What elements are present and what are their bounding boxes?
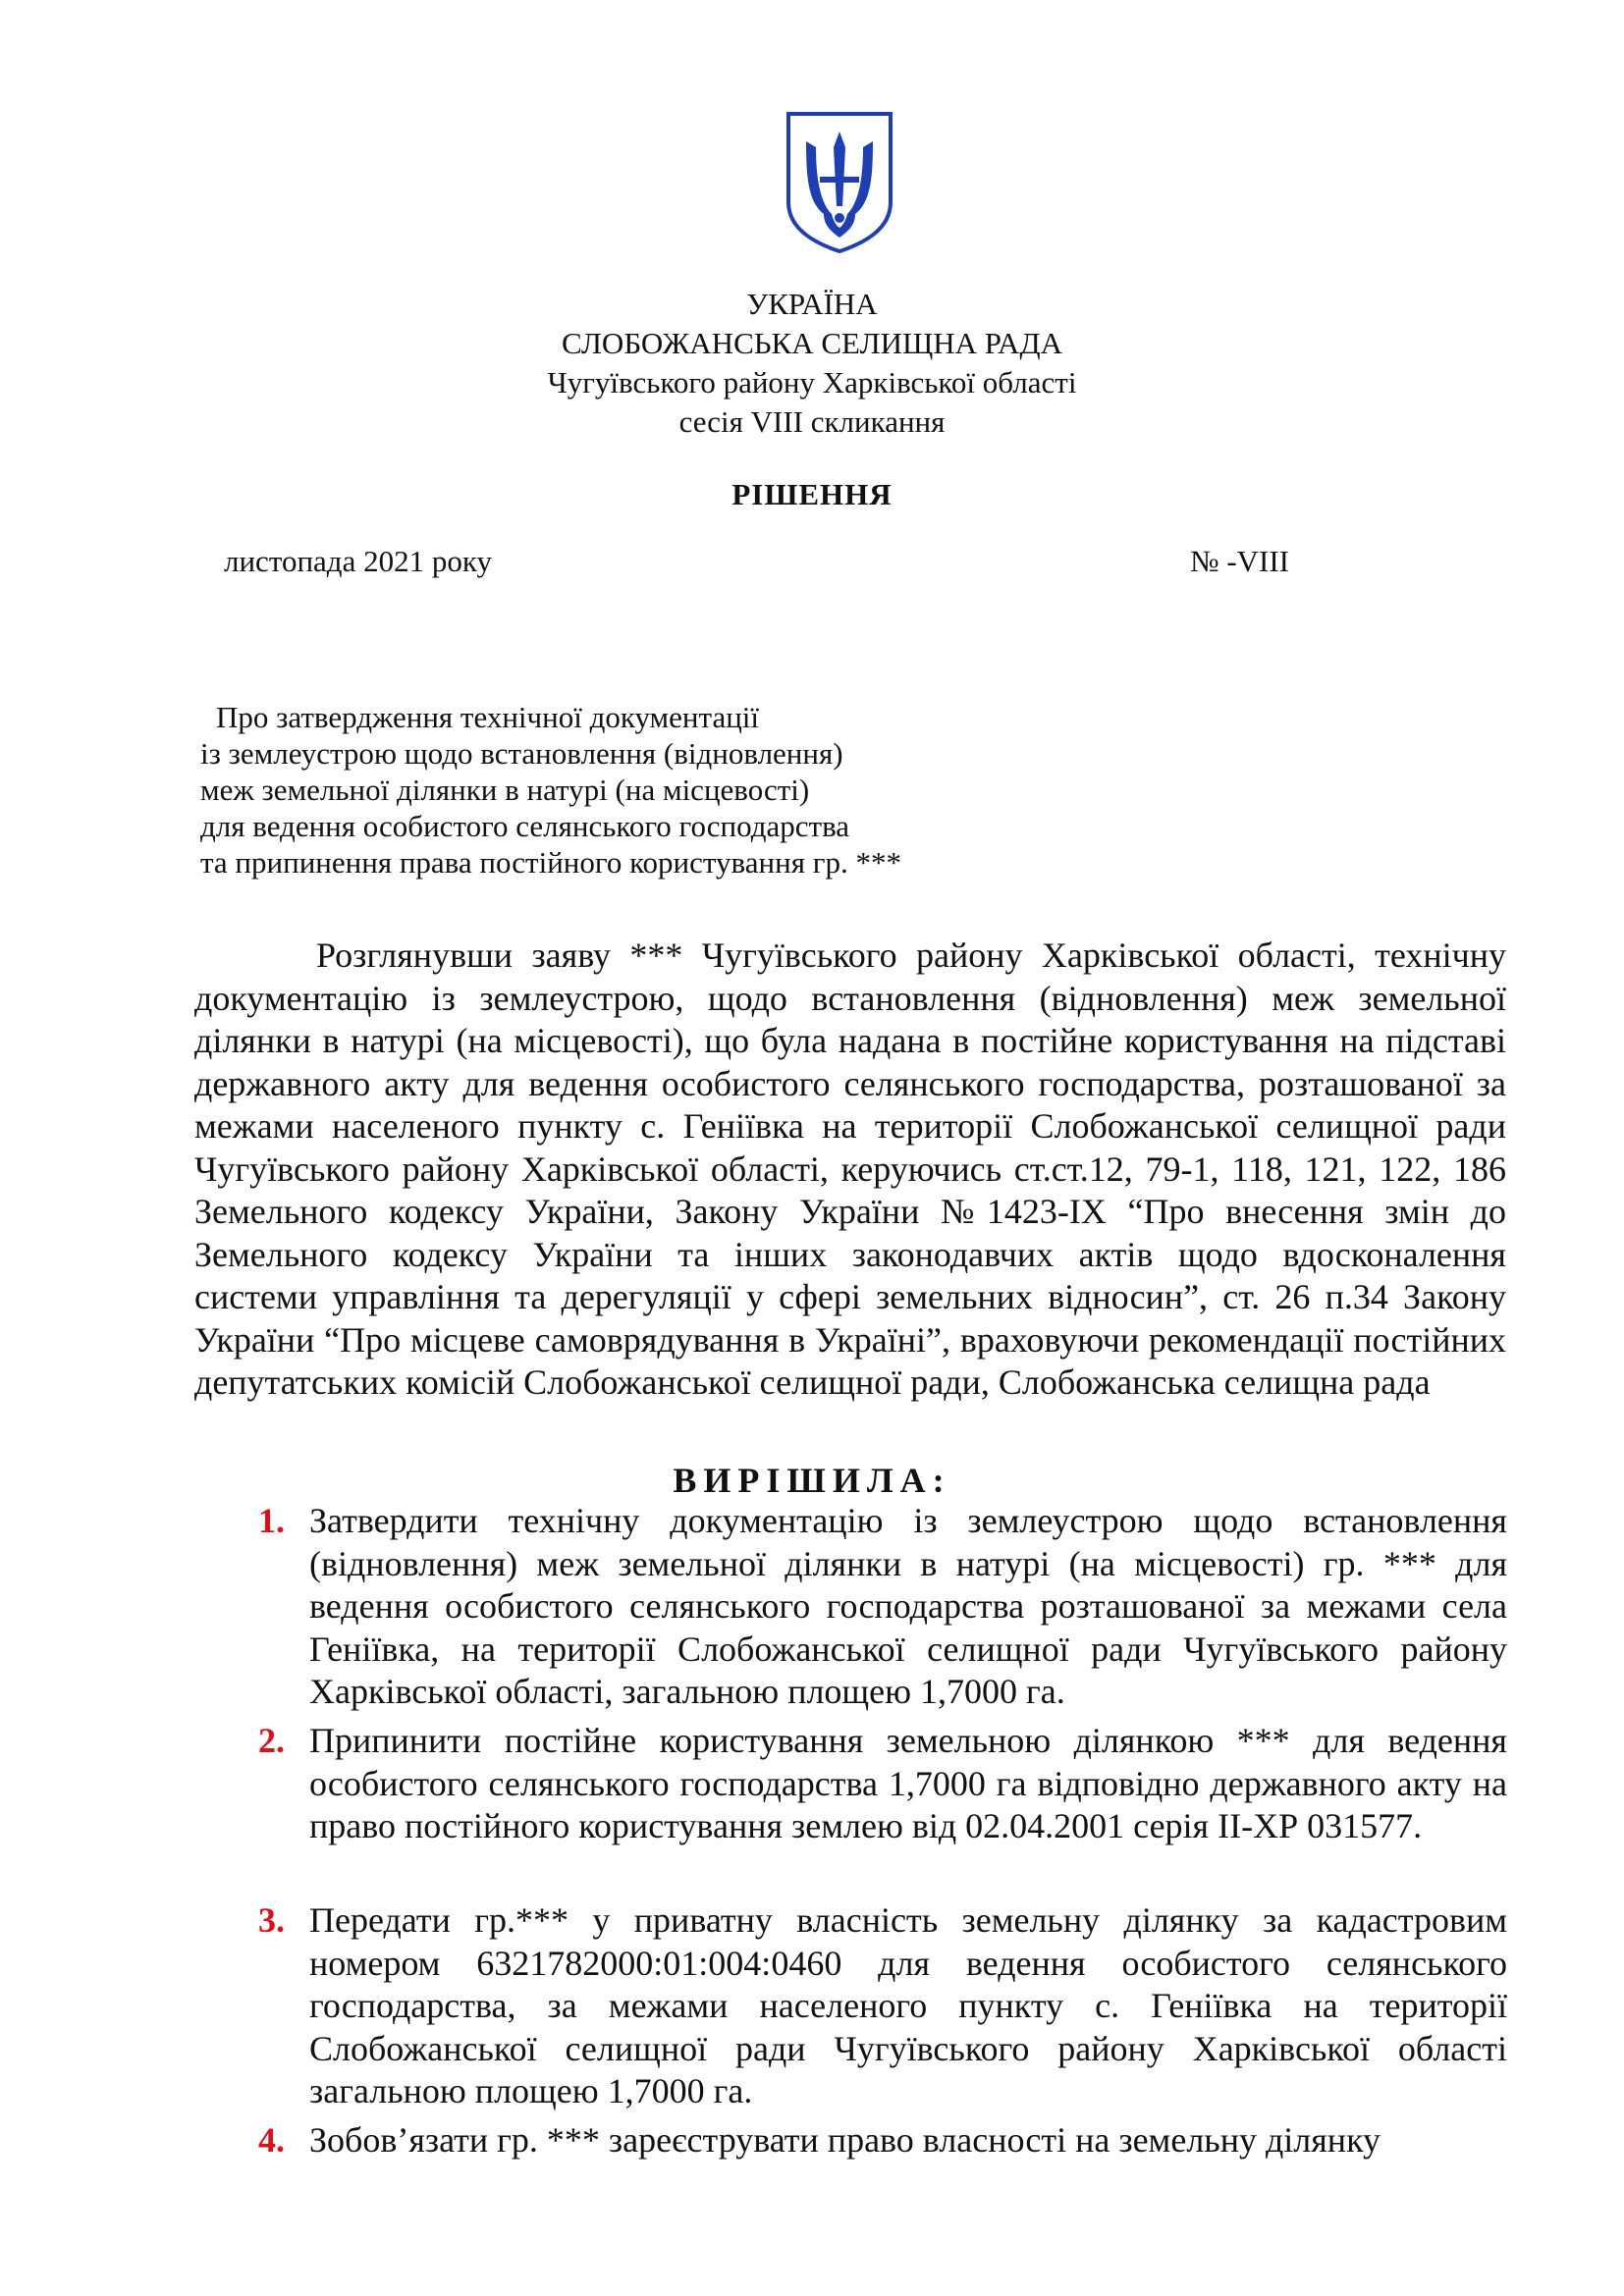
decision-date: листопада 2021 року — [224, 544, 492, 578]
session-name: сесія VIII скликання — [678, 404, 946, 439]
decision-item — [260, 1500, 1507, 1714]
subject-line: меж земельної ділянки в натурі (на місцевості) — [200, 773, 810, 807]
preamble-paragraph — [194, 934, 1506, 1405]
country-name: УКРАЇНА — [746, 287, 878, 321]
item-number: 4. — [258, 2120, 285, 2160]
item-text: Припинити постійне користування земельною ділянкою *** для ведення особистого селянського господарства 1,7000 га відповідно державного акту на право постійного користування землею від 02.04.2001 серія ІІ-ХР 031577. — [309, 1721, 1507, 1845]
decision-item — [260, 1899, 1507, 2113]
council-name: СЛОБОЖАНСЬКА СЕЛИЩНА РАДА — [562, 326, 1062, 360]
document-type-title: РІШЕННЯ — [731, 477, 893, 511]
district-name: Чугуївського району Харківської області — [547, 365, 1077, 400]
item-number: 3. — [258, 1900, 285, 1940]
subject-line: для ведення особистого селянського господарства — [200, 809, 850, 843]
decision-subject — [196, 699, 901, 881]
ukraine-trident-emblem-icon — [781, 108, 898, 255]
subject-line: Про затвердження технічної документації — [216, 700, 760, 734]
item-text: Затвердити технічну документацію із землеустрою щодо встановлення (відновлення) меж земельної ділянки в натурі (на місцевості) гр. *** для ведення особистого селянського господарства розташованої за межами села Геніївка, на території Слобожанської селищної ради Чугуївського району Харківської області, загальною площею 1,7000 га. — [309, 1501, 1507, 1711]
decision-item — [260, 2119, 1507, 2163]
item-text: Зобов’язати гр. *** зареєструвати право власності на земельну ділянку — [309, 2120, 1381, 2160]
item-number: 1. — [258, 1501, 285, 1540]
item-number: 2. — [258, 1721, 285, 1760]
subject-line: із землеустрою щодо встановлення (відновлення) — [200, 736, 843, 771]
subject-line: та припинення права постійного користування гр. *** — [200, 845, 901, 880]
decided-heading: ВИРІШИЛА: — [673, 1461, 951, 1500]
item-text: Передати гр.*** у приватну власність земельну ділянку за кадастровим номером 6321782000:01:004:0460 для ведення особистого селянського господарства, за межами населеного пункту с. Геніївка на території Слобожанської селищної ради Чугуївського району Харківської області загальною площею 1,7000 га. — [309, 1900, 1507, 2110]
decision-item — [260, 1720, 1507, 1848]
preamble-text: Розглянувши заяву *** Чугуївського району Харківської області, технічну документацію із землеустрою, щодо встановлення (відновлення) меж земельної ділянки в натурі (на місцевості), що була надана в постійне користування на підставі державного акту для ведення особистого селянського господарства, розташованої за межами населеного пункту с. Геніївка на території Слобожанської селищної ради Чугуївського району Харківської області, керуючись ст.ст.12, 79-1, 118, 121, 122, 186 Земельного кодексу України, Закону України №1423-IX “Про внесення змін до Земельного кодексу України та інших законодавчих актів щодо вдосконалення системи управління та дерегуляції у сфері земельних відносин”, ст. 26 п.34 Закону України “Про місцеве самоврядування в Україні”, враховуючи рекомендації постійних депутатських комісій Слобожанської селищної ради, Слобожанська селищна рада — [194, 935, 1506, 1402]
decision-number: № -VIII — [1190, 544, 1290, 578]
